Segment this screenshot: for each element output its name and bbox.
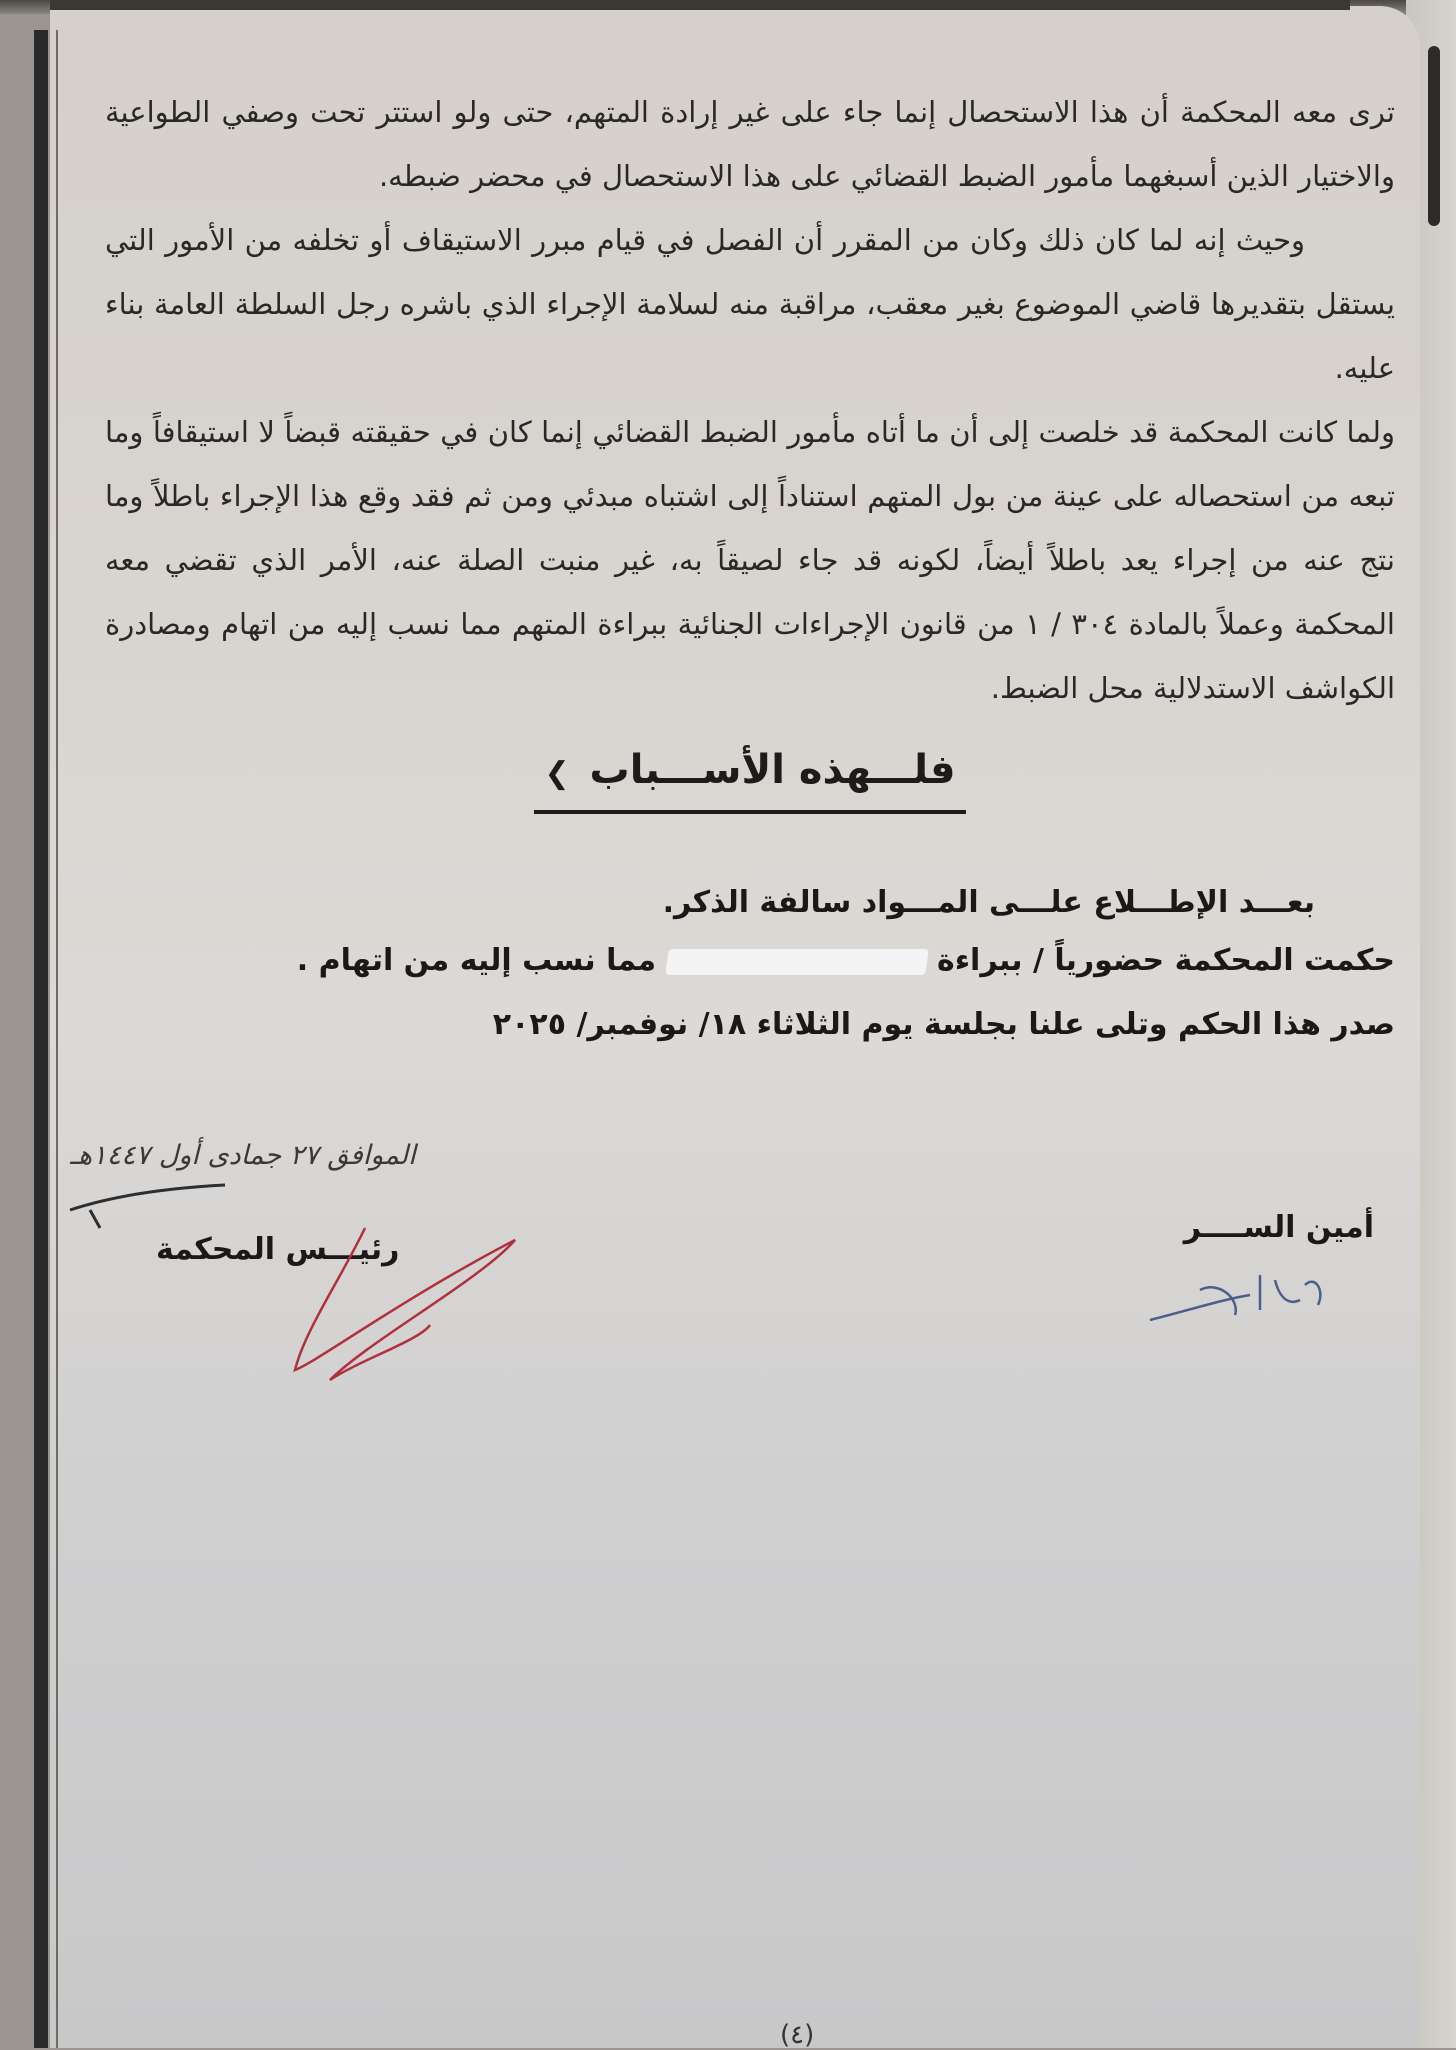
paragraph-2 <box>105 208 1395 400</box>
section-heading <box>105 740 1395 814</box>
verdict-line <box>105 932 1395 990</box>
paragraph-text: وحيث إنه لما كان ذلك وكان من المقرر أن الفصل في قيام مبرر الاستيقاف أو تخلفه من الأمور التي يستقل بتقديرها قاضي الموضوع بغير معقب، مراقبة منه لسلامة الإجراء الذي باشره رجل السلطة العامة بناء عليه. <box>105 223 1395 385</box>
ornament-icon: ❯ <box>544 756 570 791</box>
issued-line: صدر هذا الحكم وتلى علنا بجلسة يوم الثلاثاء ١٨/ نوفمبر/ ٢٠٢٥ <box>492 1007 1395 1042</box>
hijri-underline-mark <box>60 1150 230 1230</box>
president-label: رئيـــس المحكمة <box>156 1232 400 1267</box>
page-frame-left <box>34 30 48 2048</box>
page-number: (٤) <box>780 2020 815 2050</box>
heading-text: فلـــهذه الأســـباب <box>589 747 956 793</box>
paragraph-text: ترى معه المحكمة أن هذا الاستحصال إنما جاء على غير إرادة المتهم، حتى ولو استتر تحت وصفي الطواعية والاختيار الذين أسبغهما مأمور الضبط القضائي على هذا الاستحصال في محضر ضبطه. <box>105 95 1395 193</box>
after-review-line: بعـــد الإطـــلاع علـــى المـــواد سالفة الذكر. <box>662 885 1315 920</box>
heading-for-these-reasons <box>534 740 965 814</box>
verdict-suffix: مما نسب إليه من اتهام . <box>296 943 657 978</box>
handwritten-hijri-date: الموافق ٢٧ جمادى أول ١٤٤٧هـ <box>70 1140 416 1171</box>
paragraph-3 <box>105 400 1395 720</box>
document-body <box>105 80 1395 1054</box>
clerk-signature <box>1140 1260 1340 1340</box>
page-frame-left-thin <box>56 30 58 2048</box>
verdict-prefix: حكمت المحكمة حضورياً / ببراءة <box>937 943 1395 978</box>
clerk-label: أمين الســــر <box>1183 1210 1374 1245</box>
paragraph-text: ولما كانت المحكمة قد خلصت إلى أن ما أتاه مأمور الضبط القضائي إنما كان في حقيقته قبضاً لا استيقافاً وما تبعه من استحصاله على عينة من بول المتهم استناداً إلى اشتباه مبدئي ومن ثم فقد وقع هذا الإجراء باطلاً وما نتج عنه من إجراء يعد باطلاً أيضاً، لكونه قد جاء لصيقاً به، غير منبت الصلة عنه، الأمر الذي تقضي معه المحكمة وعملاً بالمادة ٣٠٤ / ١ من قانون الإجراءات الجنائية ببراءة المتهم مما نسب إليه من اتهام ومصادرة الكواشف الاستدلالية محل الضبط. <box>105 415 1395 705</box>
redacted-defendant-name <box>665 949 929 975</box>
page-frame-right <box>1428 46 1440 226</box>
page-frame-top <box>50 0 1350 10</box>
president-signature <box>280 1220 540 1390</box>
paragraph-1 <box>105 80 1395 208</box>
